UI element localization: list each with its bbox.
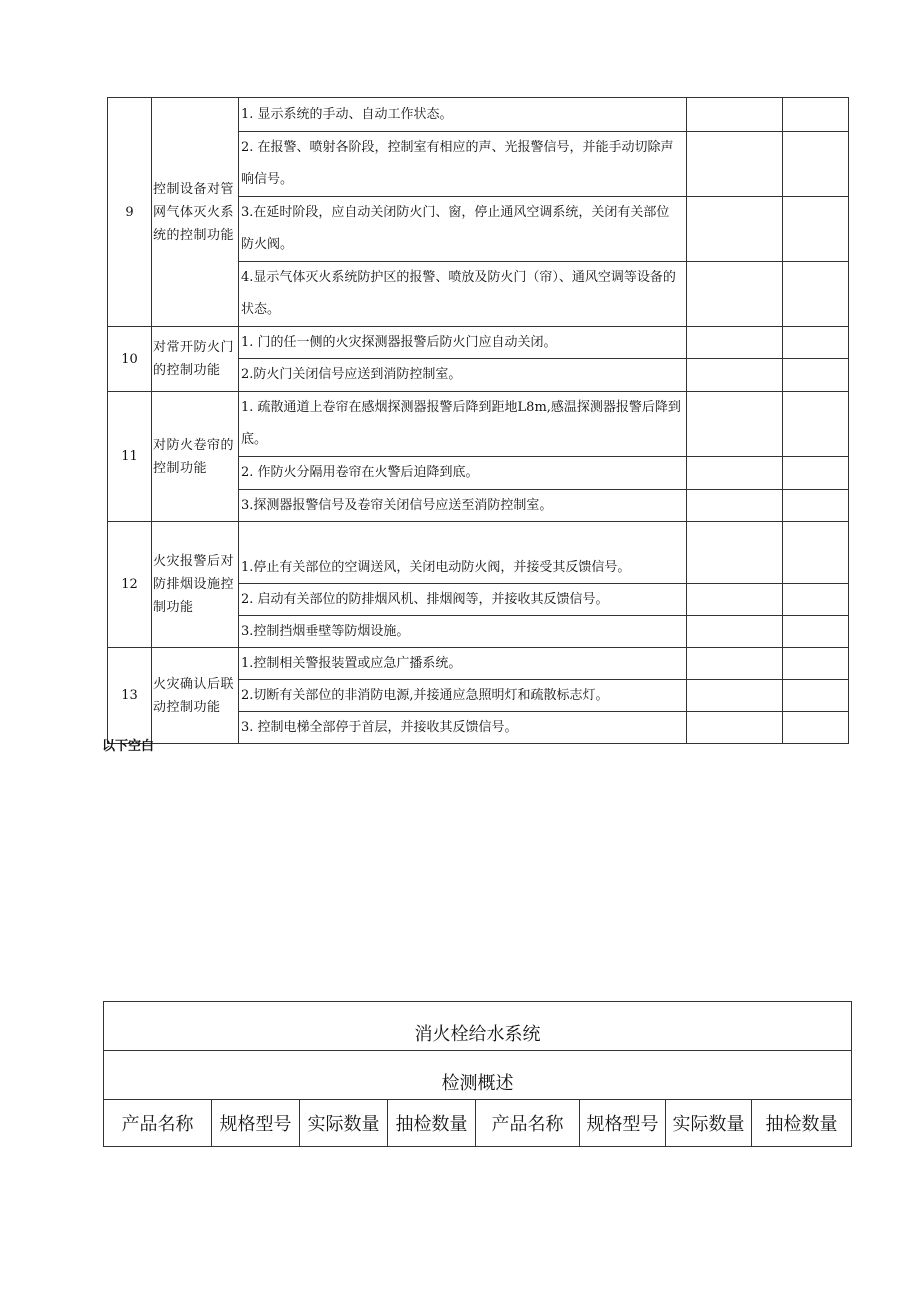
row-number: 13 bbox=[108, 648, 152, 744]
remark-cell[interactable] bbox=[783, 132, 849, 197]
result-cell[interactable] bbox=[687, 392, 783, 457]
column-header: 实际数量 bbox=[300, 1100, 388, 1147]
requirement-cell: 2. 在报警、喷射各阶段，控制室有相应的声、光报警信号，并能手动切除声响信号。 bbox=[239, 132, 687, 197]
result-cell[interactable] bbox=[687, 648, 783, 680]
result-cell[interactable] bbox=[687, 359, 783, 392]
table-row bbox=[108, 327, 849, 359]
column-header: 抽检数量 bbox=[388, 1100, 476, 1147]
row-number: 9 bbox=[108, 98, 152, 327]
result-cell[interactable] bbox=[687, 327, 783, 359]
inspection-checklist-table bbox=[107, 97, 849, 744]
result-cell[interactable] bbox=[687, 262, 783, 327]
requirement-cell: 3.探测器报警信号及卷帘关闭信号应送至消防控制室。 bbox=[239, 490, 687, 522]
table-row bbox=[108, 522, 849, 584]
requirement-cell: 2. 启动有关部位的防排烟风机、排烟阀等，并接收其反馈信号。 bbox=[239, 584, 687, 616]
result-cell[interactable] bbox=[687, 712, 783, 744]
result-cell[interactable] bbox=[687, 584, 783, 616]
result-cell[interactable] bbox=[687, 490, 783, 522]
overview-table bbox=[103, 1001, 852, 1147]
result-cell[interactable] bbox=[687, 457, 783, 490]
section-title: 检测概述 bbox=[104, 1051, 852, 1100]
result-cell[interactable] bbox=[687, 522, 783, 584]
requirement-cell: 3. 控制电梯全部停于首层，并接收其反馈信号。 bbox=[239, 712, 687, 744]
remark-cell[interactable] bbox=[783, 457, 849, 490]
requirement-cell: 3.控制挡烟垂壁等防烟设施。 bbox=[239, 616, 687, 648]
category-cell: 火灾报警后对防排烟设施控制功能 bbox=[152, 522, 239, 648]
requirement-cell: 2.切断有关部位的非消防电源,并接通应急照明灯和疏散标志灯。 bbox=[239, 680, 687, 712]
remark-cell[interactable] bbox=[783, 522, 849, 584]
column-header: 实际数量 bbox=[666, 1100, 752, 1147]
remark-cell[interactable] bbox=[783, 584, 849, 616]
requirement-cell: 2.防火门关闭信号应送到消防控制室。 bbox=[239, 359, 687, 392]
table-row bbox=[104, 1002, 852, 1051]
remark-cell[interactable] bbox=[783, 359, 849, 392]
requirement-cell: 1.停止有关部位的空调送风，关闭电动防火阀，并接受其反馈信号。 bbox=[239, 522, 687, 584]
requirement-cell: 4.显示气体灭火系统防护区的报警、喷放及防火门（帘）、通风空调等设备的状态。 bbox=[239, 262, 687, 327]
result-cell[interactable] bbox=[687, 132, 783, 197]
result-cell[interactable] bbox=[687, 197, 783, 262]
system-title: 消火栓给水系统 bbox=[104, 1002, 852, 1051]
remark-cell[interactable] bbox=[783, 262, 849, 327]
requirement-cell: 1. 门的任一侧的火灾探测器报警后防火门应自动关闭。 bbox=[239, 327, 687, 359]
table-row bbox=[108, 392, 849, 457]
row-number: 12 bbox=[108, 522, 152, 648]
remark-cell[interactable] bbox=[783, 197, 849, 262]
remark-cell[interactable] bbox=[783, 490, 849, 522]
result-cell[interactable] bbox=[687, 680, 783, 712]
requirement-cell: 1.控制相关警报装置或应急广播系统。 bbox=[239, 648, 687, 680]
column-header: 规格型号 bbox=[212, 1100, 300, 1147]
requirement-cell: 2. 作防火分隔用卷帘在火警后迫降到底。 bbox=[239, 457, 687, 490]
remark-cell[interactable] bbox=[783, 712, 849, 744]
column-header: 规格型号 bbox=[580, 1100, 666, 1147]
requirement-cell: 1. 显示系统的手动、自动工作状态。 bbox=[239, 98, 687, 132]
column-header: 抽检数量 bbox=[752, 1100, 852, 1147]
remark-cell[interactable] bbox=[783, 680, 849, 712]
remark-cell[interactable] bbox=[783, 648, 849, 680]
category-cell: 控制设备对管网气体灭火系统的控制功能 bbox=[152, 98, 239, 327]
category-cell: 火灾确认后联动控制功能 bbox=[152, 648, 239, 744]
remark-cell[interactable] bbox=[783, 327, 849, 359]
table-row bbox=[104, 1051, 852, 1100]
table-row bbox=[108, 98, 849, 132]
requirement-cell: 1. 疏散通道上卷帘在感烟探测器报警后降到距地L8m,感温探测器报警后降到底。 bbox=[239, 392, 687, 457]
result-cell[interactable] bbox=[687, 98, 783, 132]
table-row bbox=[108, 648, 849, 680]
remark-cell[interactable] bbox=[783, 98, 849, 132]
category-cell: 对常开防火门的控制功能 bbox=[152, 327, 239, 392]
category-cell: 对防火卷帘的控制功能 bbox=[152, 392, 239, 522]
end-note: 以下空白 bbox=[102, 739, 155, 754]
row-number: 11 bbox=[108, 392, 152, 522]
remark-cell[interactable] bbox=[783, 392, 849, 457]
result-cell[interactable] bbox=[687, 616, 783, 648]
column-header: 产品名称 bbox=[476, 1100, 580, 1147]
row-number: 10 bbox=[108, 327, 152, 392]
column-header: 产品名称 bbox=[104, 1100, 212, 1147]
remark-cell[interactable] bbox=[783, 616, 849, 648]
requirement-cell: 3.在延时阶段，应自动关闭防火门、窗，停止通风空调系统，关闭有关部位防火阀。 bbox=[239, 197, 687, 262]
table-header-row bbox=[104, 1100, 852, 1147]
